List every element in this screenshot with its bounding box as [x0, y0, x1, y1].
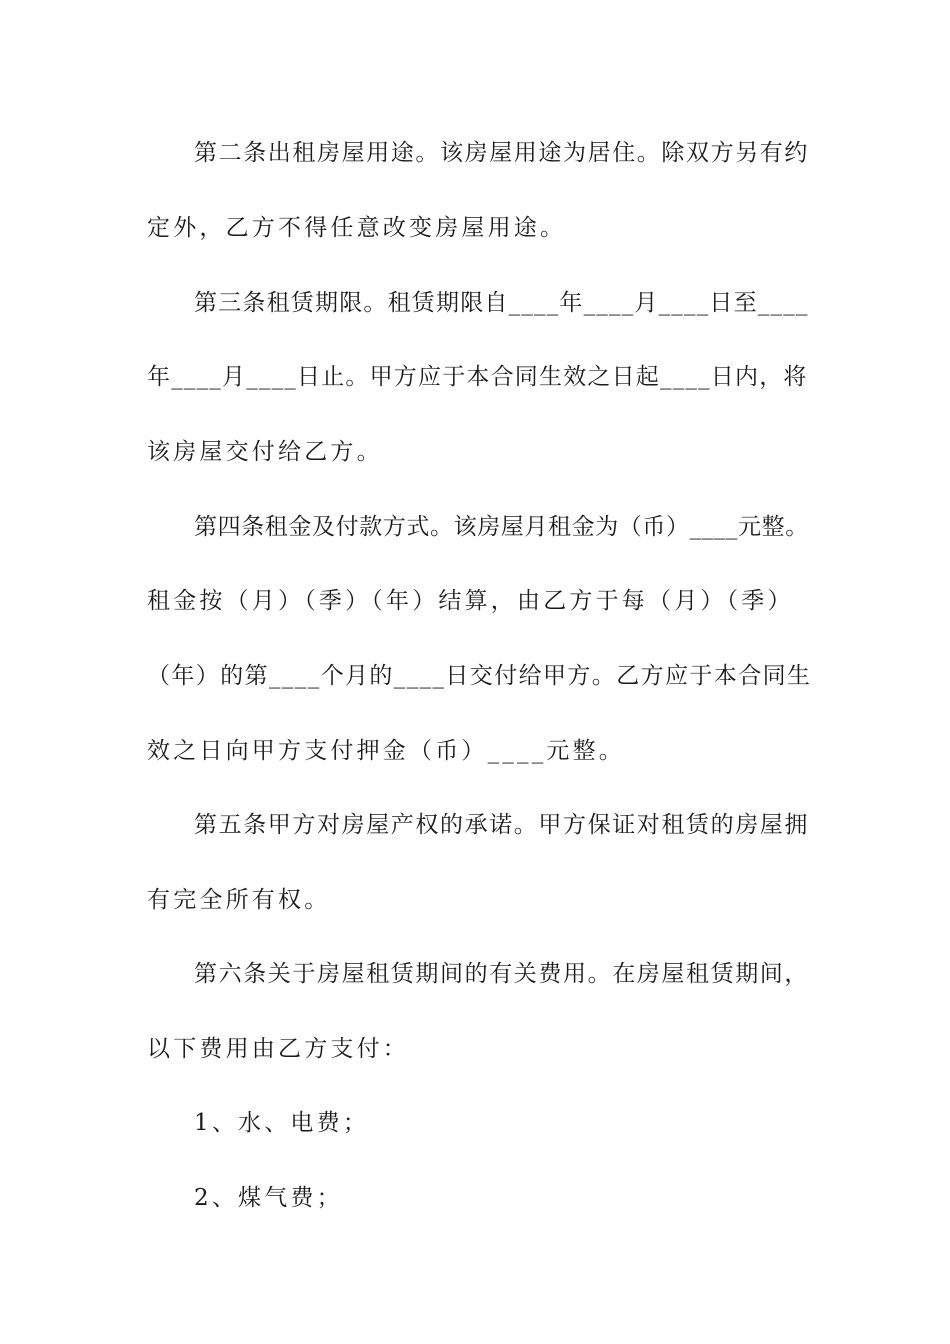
list-item-1: 1、水、电费；: [194, 1110, 370, 1136]
article-4-line-3: （年）的第____个月的____日交付给甲方。乙方应于本合同生: [147, 663, 812, 689]
article-3-line-1: 第三条租赁期限。租赁期限自____年____月____日至____: [194, 290, 809, 316]
article-4-line-2: 租金按（月）（季）（年）结算，由乙方于每（月）（季）: [147, 588, 794, 614]
article-2-line-2: 定外，乙方不得任意改变房屋用途。: [147, 215, 567, 241]
article-6-line-1: 第六条关于房屋租赁期间的有关费用。在房屋租赁期间，: [194, 961, 809, 987]
article-3-line-2: 年____月____日止。甲方应于本合同生效之日起____日内，将: [147, 364, 808, 390]
article-5-line-2: 有完全所有权。: [147, 887, 331, 913]
article-4-line-4: 效之日向甲方支付押金（币）____元整。: [147, 738, 625, 764]
article-2-line-1: 第二条出租房屋用途。该房屋用途为居住。除双方另有约: [194, 140, 809, 166]
article-6-line-2: 以下费用由乙方支付：: [147, 1036, 409, 1062]
article-4-line-1: 第四条租金及付款方式。该房屋月租金为（币）____元整。: [194, 514, 809, 540]
article-5-line-1: 第五条甲方对房屋产权的承诺。甲方保证对租赁的房屋拥: [194, 812, 809, 838]
list-item-2: 2、煤气费；: [194, 1185, 343, 1211]
article-3-line-3: 该房屋交付给乙方。: [147, 439, 383, 465]
